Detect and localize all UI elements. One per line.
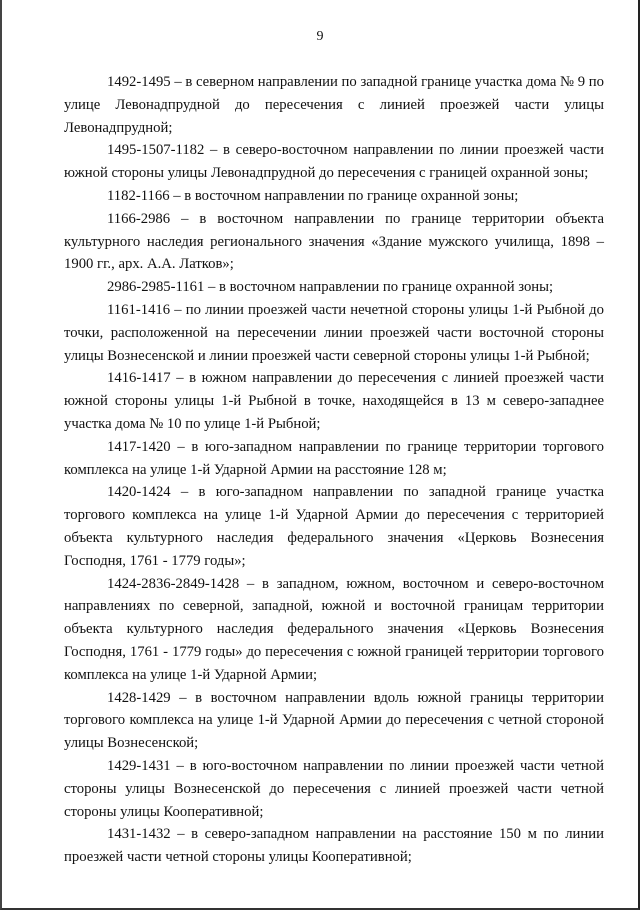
paragraph-1182-1166: 1182-1166 – в восточном направлении по границе охранной зоны;: [107, 187, 519, 204]
paragraph-1492-1495: 1492-1495 – в северном направлении по западной границе участка дома № 9 по улице Левонадпрудной до пересечения с линией проезжей части улицы Левонадпрудной;: [64, 74, 604, 136]
paragraph-2986-2985-1161: 2986-2985-1161 – в восточном направлении по границе охранной зоны;: [107, 279, 554, 296]
document-body: [64, 71, 604, 869]
paragraph-1420-1424: 1420-1424 – в юго-западном направлении по западной границе участка торгового комплекса на улице 1-й Ударной Армии до пересечения с территорией объекта культурного наследия федерального значения «Церковь Вознесения Господня, 1761 - 1779 годы»;: [64, 484, 604, 569]
paragraph-1417-1420: 1417-1420 – в юго-западном направлении по границе территории торгового комплекса на улице 1-й Ударной Армии на расстояние 128 м;: [64, 438, 604, 478]
paragraph-1424-2836-2849-1428: 1424-2836-2849-1428 – в западном, южном, восточном и северо-восточном направлениях по северной, западной, южной и восточной границам территории объекта культурного наследия федерального значения «Церковь Вознесения Господня, 1761 - 1779 годы» до пересечения с южной границей территории торгового комплекса на улице 1-й Ударной Армии;: [64, 575, 604, 683]
page-number: 9: [316, 29, 324, 44]
paragraph-1495-1507-1182: 1495-1507-1182 – в северо-восточном направлении по линии проезжей части южной стороны улицы Левонадпрудной до пересечения с границей охранной зоны;: [64, 142, 604, 182]
paragraph-1429-1431: 1429-1431 – в юго-восточном направлении по линии проезжей части четной стороны улицы Вознесенской до пересечения с линией проезжей части четной стороны улицы Кооперативной;: [64, 757, 604, 820]
paragraph-1428-1429: 1428-1429 – в восточном направлении вдоль южной границы территории торгового комплекса на улице 1-й Ударной Армии до пересечения с четной стороной улицы Вознесенской;: [64, 689, 604, 752]
paragraph-1166-2986: 1166-2986 – в восточном направлении по границе территории объекта культурного наследия регионального значения «Здание мужского училища, 1898 – 1900 гг., арх. А.А. Латков»;: [64, 210, 604, 273]
paragraph-1161-1416: 1161-1416 – по линии проезжей части нечетной стороны улицы 1-й Рыбной до точки, расположенной на пересечении линии проезжей части восточной стороны улицы Вознесенской и линии проезжей части северной стороны улицы 1-й Рыбной;: [64, 301, 604, 364]
paragraph-1416-1417: 1416-1417 – в южном направлении до пересечения с линией проезжей части южной стороны улицы 1-й Рыбной в точке, находящейся в 13 м северо-западнее участка дома № 10 по улице 1-й Рыбной;: [64, 370, 604, 432]
paragraph-1431-1432: 1431-1432 – в северо-западном направлении на расстояние 150 м по линии проезжей части четной стороны улицы Кооперативной;: [64, 826, 604, 866]
